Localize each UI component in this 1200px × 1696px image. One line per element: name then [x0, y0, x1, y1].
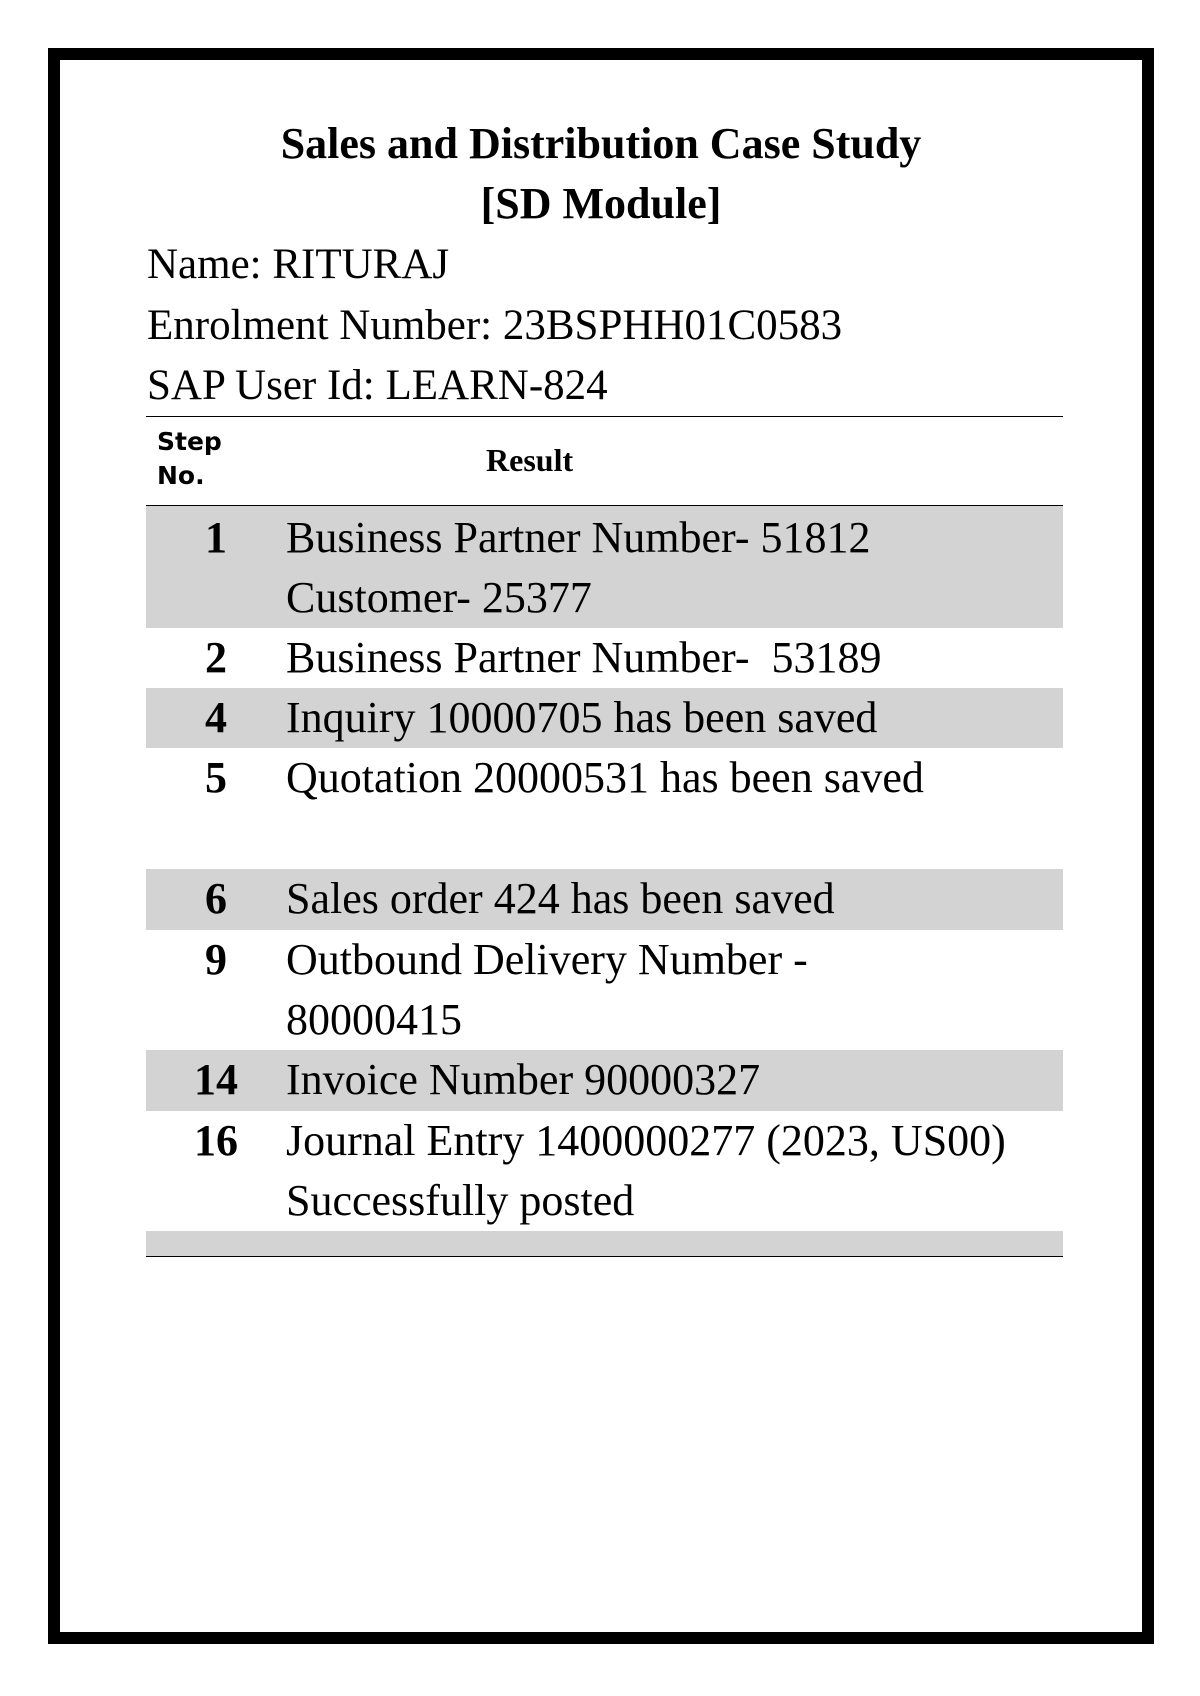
document-subtitle: [SD Module] — [480, 179, 722, 228]
step-result: Inquiry 10000705 has been saved — [286, 693, 878, 742]
step-number: 1 — [205, 513, 227, 562]
table-row — [146, 506, 1063, 628]
table-row — [146, 930, 1063, 1050]
step-result: Business Partner Number- 51812 Customer- 25377 — [286, 513, 871, 622]
step-result: Journal Entry 1400000277 (2023, US00) Successfully posted — [286, 1116, 1006, 1225]
step-number: 4 — [205, 693, 227, 742]
table-row — [146, 869, 1063, 930]
document-title: Sales and Distribution Case Study — [280, 119, 922, 168]
step-number: 5 — [205, 753, 227, 802]
step-result: Outbound Delivery Number - 80000415 — [286, 935, 808, 1044]
table-row — [146, 1050, 1063, 1111]
table-row — [146, 628, 1063, 688]
table-row — [146, 748, 1063, 869]
step-result: Invoice Number 90000327 — [286, 1055, 761, 1104]
header-step-no: Step No. — [157, 427, 222, 490]
student-name: Name: RITURAJ — [147, 241, 450, 288]
step-result: Business Partner Number- 53189 — [286, 633, 882, 682]
table-row — [146, 1111, 1063, 1231]
step-number: 6 — [205, 874, 227, 923]
step-number: 14 — [194, 1055, 238, 1104]
header-result: Result — [486, 442, 574, 478]
step-number: 16 — [194, 1116, 238, 1165]
step-number: 2 — [205, 633, 227, 682]
sap-user-id: SAP User Id: LEARN-824 — [147, 362, 608, 409]
step-result: Quotation 20000531 has been saved — [286, 753, 924, 802]
step-result: Sales order 424 has been saved — [286, 874, 835, 923]
table-row — [146, 688, 1063, 748]
results-table — [146, 416, 1063, 1257]
enrolment-number: Enrolment Number: 23BSPHH01C0583 — [147, 302, 843, 349]
step-number: 9 — [205, 935, 227, 984]
table-footer-row — [146, 1231, 1063, 1257]
table-header — [146, 416, 1063, 506]
